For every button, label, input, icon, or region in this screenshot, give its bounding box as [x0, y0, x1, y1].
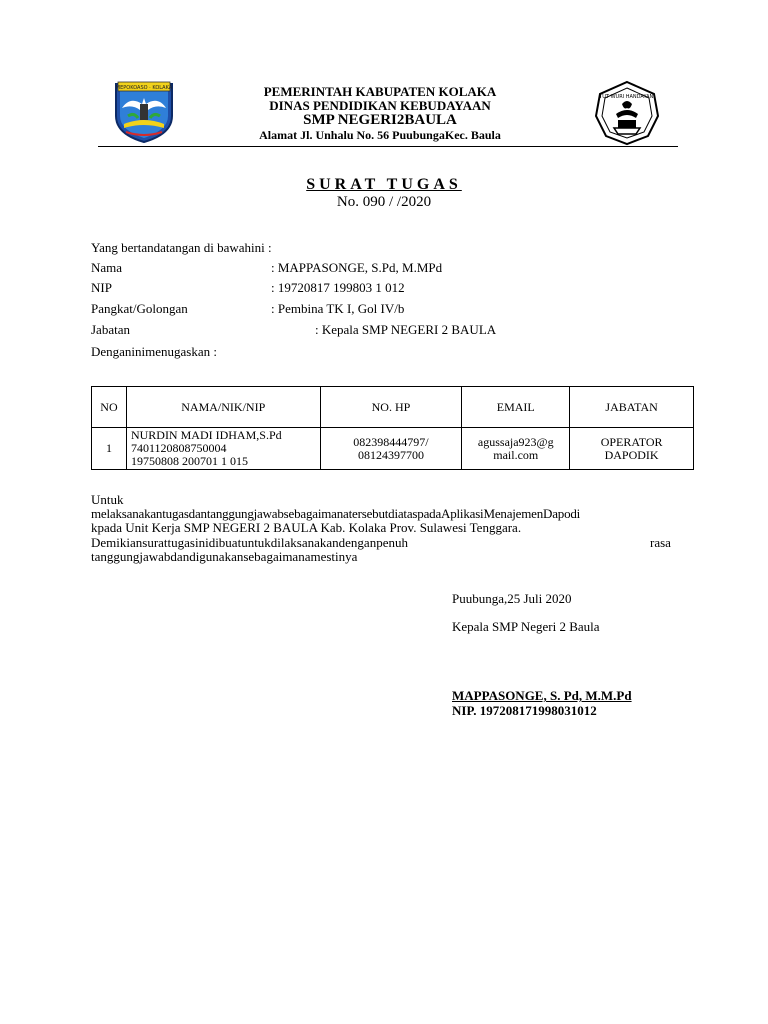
- cell-jabatan: [570, 428, 694, 470]
- paragraph-line-4b: rasa: [650, 535, 671, 550]
- paragraph-line-2: melaksanakantugasdantanggungjawabsebagaimanatersebutdiataspadaAplikasiMenajemenDapodi: [91, 506, 581, 521]
- header-address: Alamat Jl. Unhalu No. 56 PuubungaKec. Baula: [259, 128, 501, 142]
- field-label-nama: Nama: [91, 260, 123, 275]
- cell-email-line1: agussaja923@g: [477, 434, 554, 449]
- cell-name-text: NURDIN MADI IDHAM,S.Pd: [130, 428, 282, 442]
- field-value-nip: : 19720817 199803 1 012: [271, 280, 405, 295]
- table-header-row: [92, 387, 694, 428]
- paragraph-line-3: kpada Unit Kerja SMP NEGERI 2 BAULA Kab. Kolaka Prov. Sulawesi Tenggara.: [91, 520, 522, 535]
- field-value-jabatan: : Kepala SMP NEGERI 2 BAULA: [315, 322, 497, 337]
- table-row: [92, 428, 694, 470]
- table-header-email: EMAIL: [462, 387, 570, 428]
- svg-text:TUT WURI HANDAYANI: TUT WURI HANDAYANI: [599, 94, 655, 100]
- cell-jabatan-line2: DAPODIK: [604, 447, 659, 462]
- header-divider: [98, 146, 678, 147]
- header-government: PEMERINTAH KABUPATEN KOLAKA: [263, 84, 497, 99]
- cell-hp: [320, 428, 462, 470]
- document-number: No. 090 / /2020: [336, 194, 432, 210]
- document-title: SURAT TUGAS: [306, 176, 462, 193]
- assignment-text: Denganinimenugaskan :: [91, 344, 217, 359]
- cell-jabatan-line1: OPERATOR: [600, 434, 663, 449]
- field-value-nama: : MAPPASONGE, S.Pd, M.MPd: [271, 260, 443, 275]
- paragraph-line-5: tanggungjawabdandigunakansebagaimanamestinya: [91, 549, 358, 564]
- table-header-jabatan: JABATAN: [570, 387, 694, 428]
- assignment-table: [91, 386, 694, 470]
- tut-wuri-handayani-logo: [592, 80, 662, 146]
- cell-nik-text: 7401120808750004: [130, 441, 227, 455]
- cell-nip-text: 19750808 200701 1 015: [130, 454, 248, 468]
- svg-text:MEPOKOASO · KOLAKA: MEPOKOASO · KOLAKA: [115, 85, 173, 91]
- table-header-no: NO: [92, 387, 127, 428]
- cell-email: [462, 428, 570, 470]
- signature-name: MAPPASONGE, S. Pd, M.M.Pd: [452, 688, 632, 703]
- field-label-pangkat: Pangkat/Golongan: [91, 301, 188, 316]
- paragraph-line-4a: Demikiansurattugasinidibuatuntukdilaksanakandenganpenuh: [91, 535, 408, 550]
- header-department: DINAS PENDIDIKAN KEBUDAYAAN: [269, 98, 491, 113]
- header-school-name: SMP NEGERI2BAULA: [303, 112, 457, 128]
- intro-text: Yang bertandatangan di bawahini :: [91, 240, 272, 255]
- paragraph-line-1: Untuk: [91, 492, 124, 507]
- table-header-name: NAMA/NIK/NIP: [126, 387, 320, 428]
- table-header-hp: NO. HP: [320, 387, 462, 428]
- cell-hp-line1: 082398444797/: [353, 434, 429, 449]
- kolaka-emblem-logo: [108, 78, 180, 144]
- signature-nip: NIP. 197208171998031012: [452, 703, 597, 718]
- signature-position: Kepala SMP Negeri 2 Baula: [452, 619, 600, 634]
- cell-hp-line2: 08124397700: [357, 447, 424, 462]
- cell-name: [126, 428, 320, 470]
- signature-place-date: Puubunga,25 Juli 2020: [452, 591, 572, 606]
- field-label-jabatan: Jabatan: [91, 322, 130, 337]
- field-value-pangkat: : Pembina TK I, Gol IV/b: [271, 301, 405, 316]
- field-label-nip: NIP: [91, 280, 112, 295]
- cell-email-line2: mail.com: [493, 447, 539, 462]
- cell-no: 1: [92, 428, 127, 470]
